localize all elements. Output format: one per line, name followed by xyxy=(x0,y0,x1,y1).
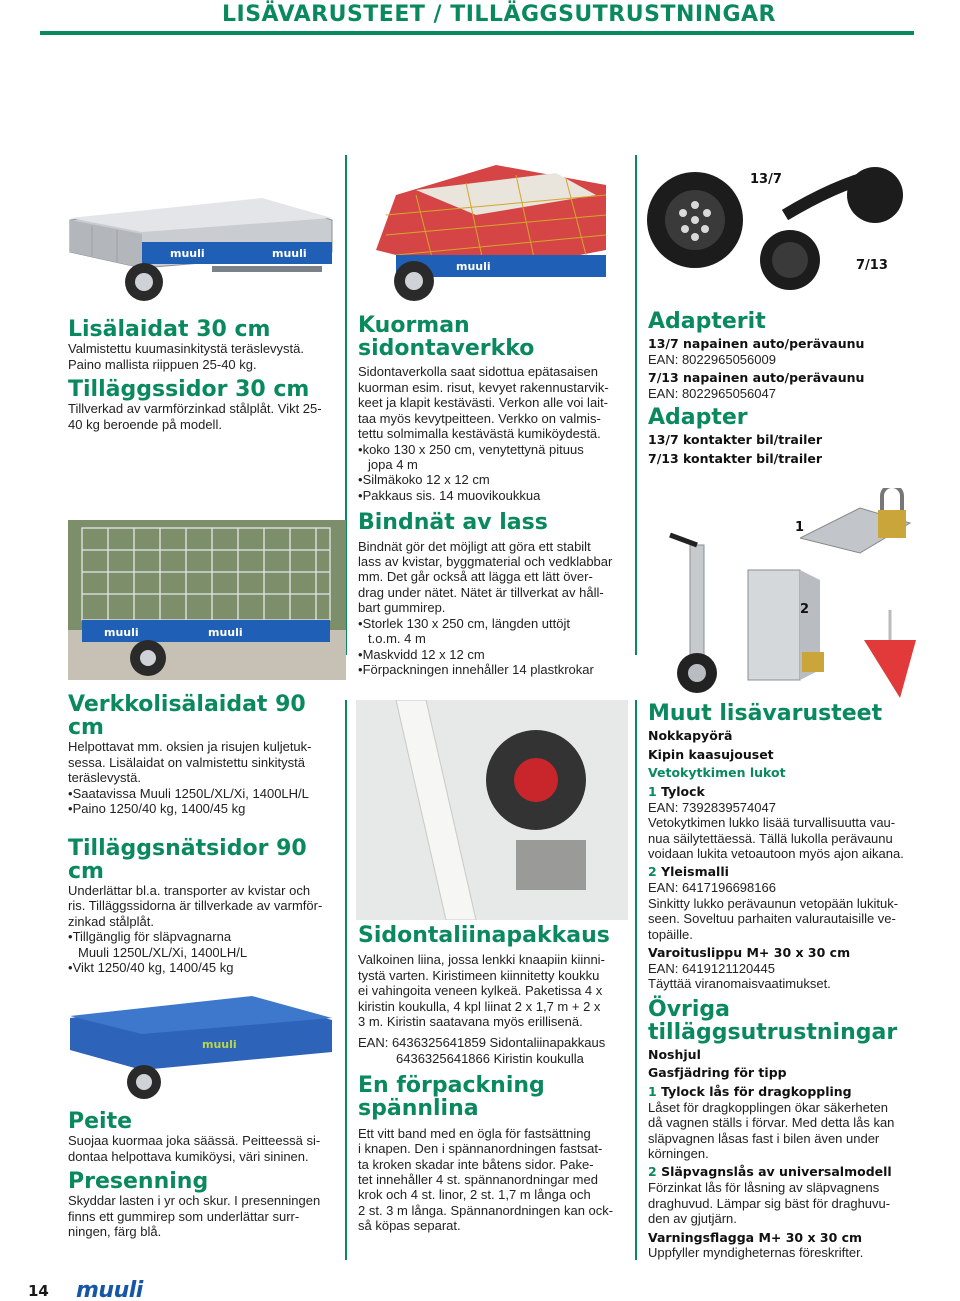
presenning-line: Skyddar lasten i yr och skur. I presenningen xyxy=(68,1193,321,1209)
column-divider xyxy=(345,700,347,1260)
column-divider xyxy=(635,700,637,1260)
flagga-label: Varningsflagga M+ 30 x 30 cm xyxy=(648,1229,863,1245)
tylock-line: nua säilytettäessä. Tällä lukolla perävaunu xyxy=(648,830,893,846)
coupling-lock-photo xyxy=(800,488,920,558)
bindnat-line: bart gummirep. xyxy=(358,600,446,616)
adapter-ean: EAN: 8022965056047 xyxy=(648,385,776,401)
column-divider xyxy=(635,155,637,655)
forpackning-title: spännlina xyxy=(358,1096,479,1122)
tillaggsnatsidor-line: Underlättar bl.a. transporter av kvistar och xyxy=(68,882,311,898)
adapter-label-13-7: 13/7 xyxy=(750,172,782,187)
slap-line: Förzinkat lås för låsning av släpvagnens xyxy=(648,1180,880,1196)
sidontaliina-line: tystä varten. Kiristimeen kiinnitetty koukku xyxy=(358,967,600,983)
yleis-line: topäille. xyxy=(648,926,693,942)
verkkolisalaidat-section xyxy=(68,693,344,976)
slap-line: den av gjutjärn. xyxy=(648,1211,737,1227)
forpackning-line: i knapen. Den i spännanordningen fastsat- xyxy=(358,1141,603,1157)
page-number: 14 xyxy=(28,1282,49,1300)
kuorman-bullet-cont: jopa 4 m xyxy=(368,457,418,472)
yleis-number: 2 xyxy=(648,864,657,880)
sidontaliina-section xyxy=(358,924,630,1234)
tylock-label: Tylock xyxy=(661,783,705,799)
lock-number: 1 xyxy=(648,1083,657,1099)
bindnat-line: drag under nätet. Nätet är tillverkat av håll- xyxy=(358,584,604,600)
lock-number-1: 1 xyxy=(795,520,805,535)
sidontaliina-line: Valkoinen liina, jossa lenkki knaapiin kiinni- xyxy=(358,952,605,968)
muut-title: Muut lisävarusteet xyxy=(648,701,883,726)
kuorman-line: tettu solmimalla kestävästä kumiköydestä. xyxy=(358,426,601,442)
lisalaidat-line: Paino mallista riippuen 25-40 kg. xyxy=(68,356,257,372)
svg-text:muuli: muuli xyxy=(456,260,491,273)
forpackning-line: så köpas separat. xyxy=(358,1218,461,1234)
lock-line: körningen. xyxy=(648,1146,709,1161)
svg-text:muuli: muuli xyxy=(202,1038,237,1051)
peite-section xyxy=(68,1110,344,1240)
yleis-line: seen. Soveltuu parhaiten valurautaisille ve- xyxy=(648,911,896,927)
ratchet-strap-photo xyxy=(356,700,628,920)
yleis-ean: EAN: 6417196698166 xyxy=(648,880,776,896)
tylock-ean: EAN: 7392839574047 xyxy=(648,799,776,815)
tillaggsnatsidor-bullet-cont: Muuli 1250L/XL/Xi, 1400LH/L xyxy=(78,944,248,960)
bindnat-line: mm. Det går också att lägga ett lätt över- xyxy=(358,569,593,585)
tillaggssidor-line: 40 kg beroende på modell. xyxy=(68,416,222,432)
adapter-sv-name: 7/13 kontakter bil/trailer xyxy=(648,451,823,466)
forpackning-line: tet innehåller 4 st. spännanordningar med xyxy=(358,1171,598,1187)
jockey-wheel-photo xyxy=(660,525,740,695)
yleis-line: Sinkitty lukko perävaunun vetopään lukituk- xyxy=(648,895,899,911)
trailer-net-photo xyxy=(356,155,628,307)
forpackning-line: Ett vitt band med en ögla för fastsättning xyxy=(358,1125,591,1141)
forpackning-line: 2 st. 3 m långa. Spännanordningen kan ock- xyxy=(358,1202,614,1218)
header-rule xyxy=(40,31,914,35)
peite-title: Peite xyxy=(68,1109,133,1134)
yleis-label: Yleismalli xyxy=(661,864,729,880)
lisalaidat-line: Valmistettu kuumasinkitystä teräslevystä. xyxy=(68,341,305,357)
slap-number: 2 xyxy=(648,1164,657,1180)
forpackning-line: ta kroken skadar inte båtens sidor. Pake- xyxy=(358,1156,594,1172)
sidontaliina-line: 3 m. Kiristin saatavana myös erillisenä. xyxy=(358,1013,583,1029)
kuorman-line: taa myös kevytpeitteen. Verkko on valmis- xyxy=(358,410,601,426)
sidontaliina-ean: 6436325641866 Kiristin koukulla xyxy=(396,1050,584,1066)
adapterit-section xyxy=(648,310,918,467)
kuorman-bullet: • koko 130 x 250 cm, venytettynä pituus xyxy=(358,442,630,457)
adapter-label-7-13: 7/13 xyxy=(856,258,888,273)
vetokytkimen-label: Vetokytkimen lukot xyxy=(648,765,786,781)
verkkolisalaidat-title: Verkkolisälaidat 90 cm xyxy=(68,692,306,741)
tillaggssidor-title: Tilläggssidor 30 cm xyxy=(68,377,310,403)
page-title: LISÄVARUSTEET / TILLÄGGSUTRUSTNINGAR xyxy=(222,2,776,27)
sidontaliina-ean: EAN: 6436325641859 Sidontaliinapakkaus xyxy=(358,1035,606,1051)
svg-text:muuli: muuli xyxy=(208,626,243,639)
lisalaidat-section xyxy=(68,318,344,432)
forpackning-line: krok och 4 st. linor, 2 st. 1,7 m långa och xyxy=(358,1187,591,1203)
bindnat-bullet: • Storlek 130 x 250 cm, längden uttöjt xyxy=(358,616,630,631)
svg-text:muuli: muuli xyxy=(104,626,139,639)
bindnat-line: Bindnät gör det möjligt att göra ett stabilt xyxy=(358,538,591,554)
peite-line: dontaa helpottava kumiköysi, väri sininen. xyxy=(68,1148,309,1164)
verkkolisalaidat-bullet: • Saatavissa Muuli 1250L/XL/Xi, 1400LH/L xyxy=(68,786,344,801)
adapter-name: 7/13 napainen auto/perävaunu xyxy=(648,370,865,386)
sidontaliina-line: ei vahingoita veneen kylkeä. Paketissa 4 x xyxy=(358,983,603,999)
warning-flag-photo xyxy=(860,610,920,700)
muuli-logo: muuli xyxy=(76,1278,143,1301)
kuorman-section xyxy=(358,314,630,678)
flagga-line: Uppfyller myndigheternas föreskrifter. xyxy=(648,1245,864,1261)
trailer-side-extension-photo xyxy=(62,190,340,306)
slap-title: Släpvagnslås av universalmodell xyxy=(661,1164,892,1180)
svg-text:muuli: muuli xyxy=(170,247,205,260)
peite-line: Suojaa kuormaa joka säässä. Peitteessä si- xyxy=(68,1133,321,1149)
nokkapyora-label: Nokkapyörä xyxy=(648,728,733,744)
noshjul-label: Noshjul xyxy=(648,1046,701,1062)
kuorman-line: kuorman esim. risut, kevyet rakennustarvik- xyxy=(358,379,609,395)
tillaggsnatsidor-line: zinkad stålplåt. xyxy=(68,913,154,929)
bindnat-bullet-cont: t.o.m. 4 m xyxy=(368,631,426,647)
varoitus-ean: EAN: 6419121120445 xyxy=(648,960,775,976)
lock-number-2: 2 xyxy=(800,602,810,617)
bindnat-bullet: • Förpackningen innehåller 14 plastkrokar xyxy=(358,662,630,677)
slap-line: draghuvud. Lämpar sig bäst för draghuvu- xyxy=(648,1195,891,1211)
tylock-number: 1 xyxy=(648,783,657,799)
adapter-title: Adapter xyxy=(648,405,748,431)
kuorman-line: Sidontaverkolla saat sidottua epätasaisen xyxy=(358,364,598,380)
varoitus-label: Varoituslippu M+ 30 x 30 cm xyxy=(648,944,851,960)
presenning-title: Presenning xyxy=(68,1169,209,1195)
bindnat-line: lass av kvistar, byggmaterial och vedklabbar xyxy=(358,553,613,569)
svg-text:muuli: muuli xyxy=(272,247,307,260)
forpackning-title: En förpackning xyxy=(358,1073,545,1099)
kuorman-line: keet ja klapit kestävästi. Verkon alle voi lait- xyxy=(358,395,609,411)
trailer-cover-photo xyxy=(62,990,340,1100)
muut-section xyxy=(648,702,918,1261)
adapter-ean: EAN: 8022965056009 xyxy=(648,351,776,367)
lock-line: släpvagnen låsas fast i bilen även under xyxy=(648,1130,880,1146)
sidontaliina-line: kiristin koukulla, 4 kpl liinat 2 x 1,7 m + 2 x xyxy=(358,998,601,1014)
adapter-sv-name: 13/7 kontakter bil/trailer xyxy=(648,432,823,448)
tillaggsnatsidor-bullet: • Vikt 1250/40 kg, 1400/45 kg xyxy=(68,960,344,975)
lock-title: Tylock lås för dragkoppling xyxy=(661,1083,852,1099)
verkkolisalaidat-line: teräslevystä. xyxy=(68,770,141,786)
universal-lock-photo xyxy=(740,560,840,685)
sidontaliina-title: Sidontaliinapakkaus xyxy=(358,923,610,948)
kuorman-bullet: • Pakkaus sis. 14 muovikoukkua xyxy=(358,488,630,503)
verkkolisalaidat-line: sessa. Lisälaidat on valmistettu sinkitystä xyxy=(68,754,305,770)
tylock-line: voidaan lukita vetoautoon myös ajon aikana. xyxy=(648,846,904,861)
lock-line: då vagnen ställs i förvar. Med detta lås kan xyxy=(648,1115,895,1131)
verkkolisalaidat-line: Helpottavat mm. oksien ja risujen kuljetuk- xyxy=(68,739,312,755)
ovriga-title: Övriga xyxy=(648,996,731,1022)
ovriga-title: tilläggsutrustningar xyxy=(648,1019,898,1045)
tylock-line: Vetokytkimen lukko lisää turvallisuutta vau- xyxy=(648,815,896,831)
varoitus-line: Täyttää viranomaisvaatimukset. xyxy=(648,976,831,992)
kipin-label: Kipin kaasujouset xyxy=(648,746,774,762)
tillaggsnatsidor-bullet: • Tillgänglig för släpvagnarna xyxy=(68,929,344,944)
trailer-mesh-sides-photo xyxy=(68,520,346,680)
verkkolisalaidat-bullet: • Paino 1250/40 kg, 1400/45 kg xyxy=(68,801,344,816)
gasfjadring-label: Gasfjädring för tipp xyxy=(648,1065,787,1081)
lock-line: Låset för dragkopplingen ökar säkerheten xyxy=(648,1099,888,1115)
presenning-line: ningen, färg blå. xyxy=(68,1224,162,1240)
adapterit-title: Adapterit xyxy=(648,309,766,334)
kuorman-title: Kuorman sidontaverkko xyxy=(358,313,535,362)
lisalaidat-title: Lisälaidat 30 cm xyxy=(68,317,271,342)
kuorman-bullet: • Silmäkoko 12 x 12 cm xyxy=(358,472,630,487)
tillaggssidor-line: Tillverkad av varmförzinkad stålplåt. Vikt 25- xyxy=(68,401,322,417)
presenning-line: finns ett gummirep som underlättar surr- xyxy=(68,1208,300,1224)
tillaggsnatsidor-title: Tilläggsnätsidor 90 cm xyxy=(68,835,307,884)
tillaggsnatsidor-line: ris. Tilläggssidorna är tillverkade av varmför- xyxy=(68,898,323,914)
bindnat-bullet: • Maskvidd 12 x 12 cm xyxy=(358,647,630,662)
adapter-name: 13/7 napainen auto/perävaunu xyxy=(648,336,865,352)
bindnat-title: Bindnät av lass xyxy=(358,510,548,536)
